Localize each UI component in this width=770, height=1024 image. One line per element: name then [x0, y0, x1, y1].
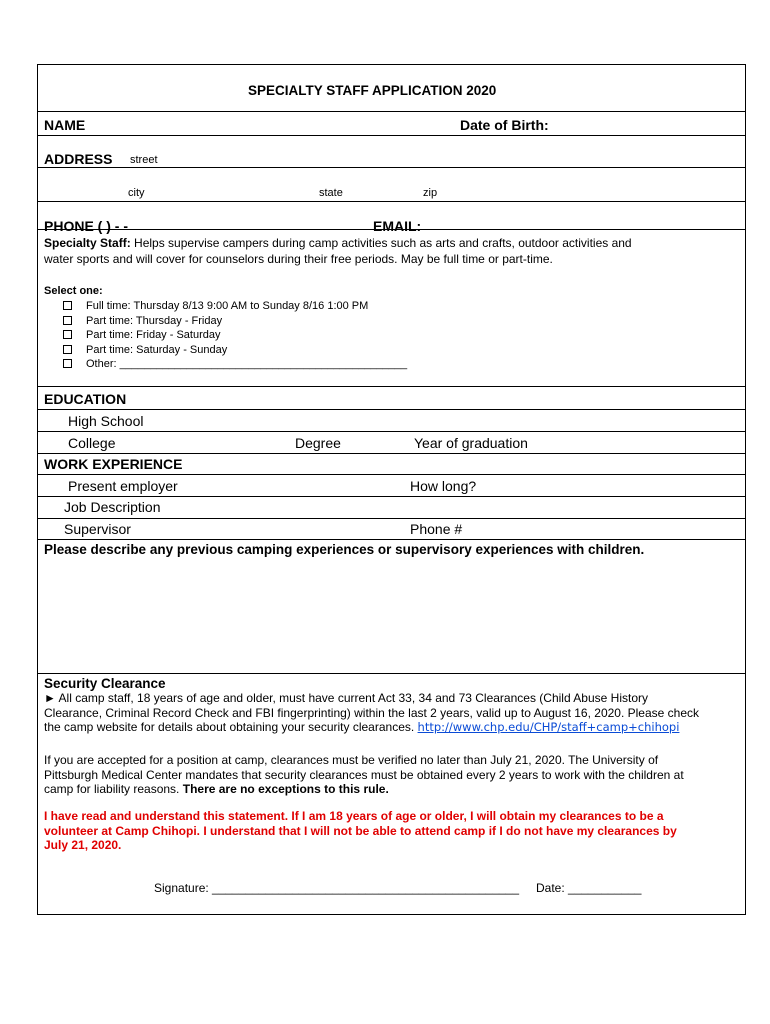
work-header: WORK EXPERIENCE: [44, 456, 183, 472]
specialty-label: Specialty Staff:: [44, 236, 131, 250]
option-label: Full time: Thursday 8/13 9:00 AM to Sunday 8/16 1:00 PM: [86, 300, 369, 312]
verification-line: [44, 782, 744, 797]
application-form: [37, 64, 746, 915]
specialty-text: Helps supervise campers during camp activities such as arts and crafts, outdoor activities and: [130, 236, 632, 250]
option-other[interactable]: [63, 358, 407, 370]
city-label: city: [128, 187, 145, 199]
checkbox[interactable]: [63, 359, 72, 368]
checkbox[interactable]: [63, 345, 72, 354]
option-label: Other: _______________________________________________: [86, 358, 408, 370]
degree-label: Degree: [295, 435, 341, 451]
verification-paragraph: [44, 753, 744, 797]
select-label: Select one:: [44, 285, 103, 297]
acknowledgement-line: I have read and understand this statement. If I am 18 years of age or older, I will obtain my clearances to be a: [44, 809, 664, 823]
date-field[interactable]: Date: ___________: [536, 881, 642, 895]
acknowledgement-line: volunteer at Camp Chihopi. I understand that I will not be able to attend camp if I do not have my clearances by: [44, 823, 677, 838]
name-label: NAME: [44, 117, 86, 133]
year-label: Year of graduation: [414, 435, 528, 451]
zip-label: zip: [423, 187, 438, 199]
security-line: Clearance, Criminal Record Check and FBI fingerprinting) within the last 2 years, valid up to August 16, 2020. Please check: [44, 705, 700, 720]
supervisor-label: Supervisor: [64, 521, 131, 537]
address-label: ADDRESS: [44, 151, 113, 167]
checkbox[interactable]: [63, 330, 72, 339]
form-title: SPECIALTY STAFF APPLICATION 2020: [248, 83, 497, 98]
state-label: state: [319, 187, 343, 199]
option-label: Part time: Thursday - Friday: [86, 315, 223, 327]
verification-line: Pittsburgh Medical Center mandates that security clearances must be obtained every 2 years to work with the children at: [44, 767, 684, 782]
security-paragraph: [44, 691, 744, 735]
checkbox[interactable]: [63, 301, 72, 310]
phone-label: PHONE ( ) - -: [44, 218, 128, 234]
security-line: ► All camp staff, 18 years of age and older, must have current Act 33, 34 and 73 Clearances (Child Abuse History: [44, 691, 648, 705]
security-line-text: the camp website for details about obtaining your security clearances.: [44, 720, 418, 734]
education-header: EDUCATION: [44, 391, 127, 407]
dob-label: Date of Birth:: [460, 117, 549, 133]
specialty-line2: water sports and will cover for counselors during their free periods. May be full time or part-time.: [44, 252, 553, 266]
phone-number-label: Phone #: [410, 521, 463, 537]
security-line: [44, 720, 744, 735]
job-description-label: Job Description: [64, 499, 161, 515]
option-label: Part time: Saturday - Sunday: [86, 344, 228, 356]
security-header: Security Clearance: [44, 676, 166, 691]
verification-text: camp for liability reasons.: [44, 782, 183, 796]
acknowledgement-line: July 21, 2020.: [44, 838, 122, 852]
signature-field[interactable]: Signature: ______________________________________________: [154, 881, 520, 895]
checkbox[interactable]: [63, 316, 72, 325]
acknowledgement-statement: [44, 809, 744, 853]
option-label: Part time: Friday - Saturday: [86, 329, 221, 341]
option-sat-sun[interactable]: [63, 344, 227, 356]
no-exceptions-text: There are no exceptions to this rule.: [182, 782, 389, 796]
camp-website-link[interactable]: http://www.chp.edu/CHP/staff+camp+chihopi: [417, 720, 680, 734]
street-label: street: [130, 154, 158, 166]
employer-label: Present employer: [68, 478, 178, 494]
college-label: College: [68, 435, 116, 451]
experience-prompt: Please describe any previous camping experiences or supervisory experiences with children.: [44, 542, 645, 557]
how-long-label: How long?: [410, 478, 477, 494]
option-full-time[interactable]: [63, 300, 368, 312]
high-school-label: High School: [68, 413, 144, 429]
option-fri-sat[interactable]: [63, 329, 221, 341]
option-thu-fri[interactable]: [63, 315, 222, 327]
email-label: EMAIL:: [373, 218, 422, 234]
verification-line: If you are accepted for a position at camp, clearances must be verified no later than July 21, 2020. The University of: [44, 753, 659, 767]
specialty-line1: [44, 236, 632, 250]
